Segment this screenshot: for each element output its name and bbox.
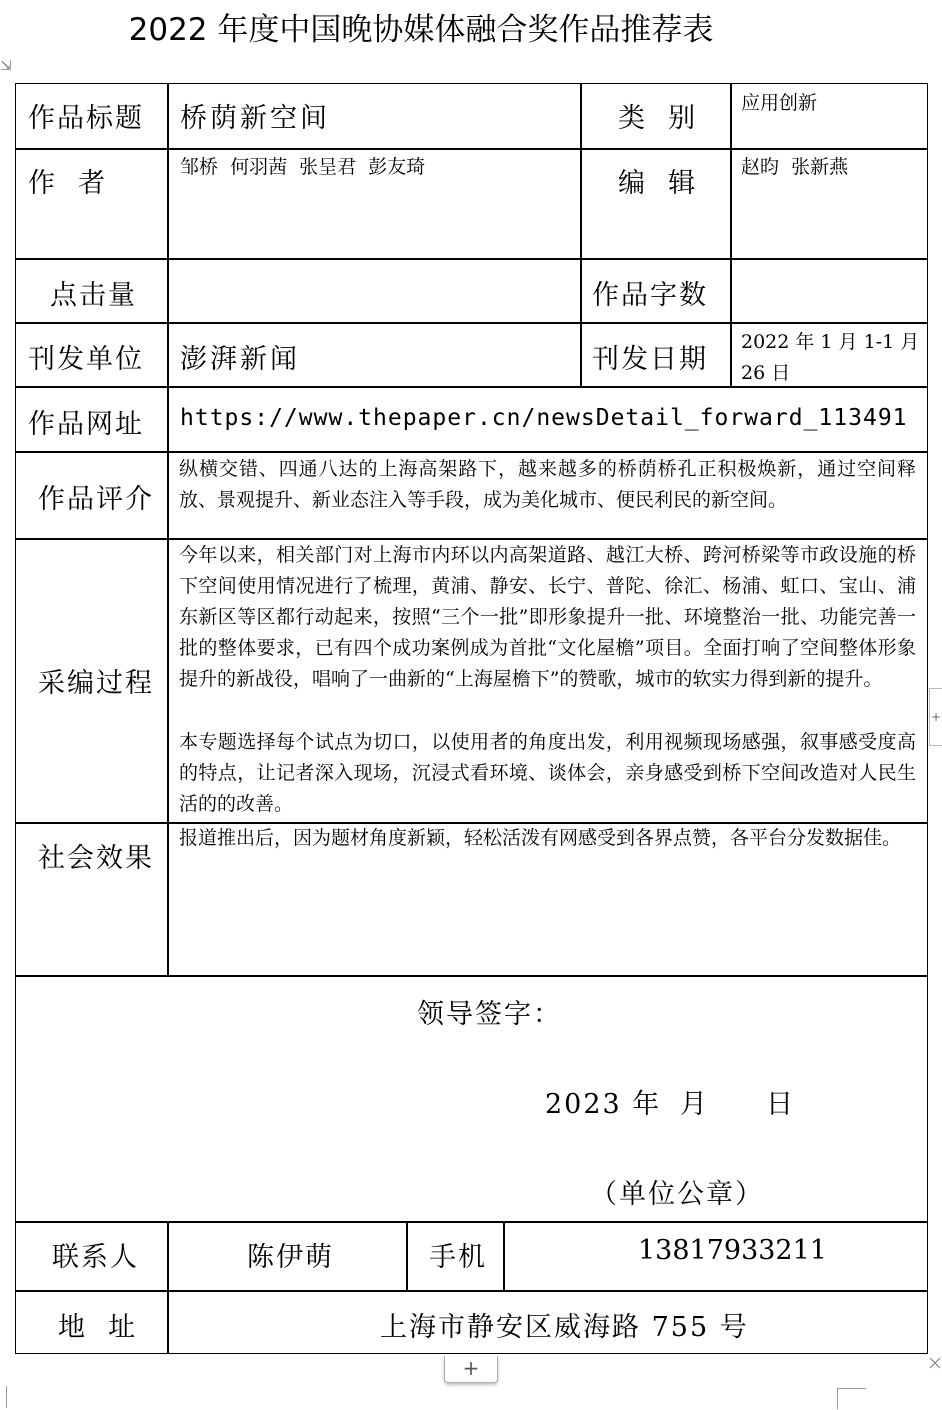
author-label: 作 者 (28, 168, 108, 199)
publish-date-value-line2[interactable]: 26 日 (741, 362, 791, 384)
work-title-label: 作品标题 (28, 103, 144, 134)
table-move-handle-icon[interactable]: ⇲ (0, 58, 12, 74)
effect-value[interactable]: 报道推出后，因为题材角度新颖，轻松活泼有网感受到各界点赞，各平台分发数据佳。 (179, 827, 902, 849)
category-label: 类 别 (618, 103, 698, 134)
process-paragraph-2[interactable]: 本专题选择每个试点为切口，以使用者的角度出发，利用视频现场感强，叙事感受度高的特点，让记者深入现场，沉浸式看环境、谈体会，亲身感受到桥下空间改造对人民生活的的改善。 (179, 731, 916, 815)
row-divider (15, 258, 928, 260)
row-divider (15, 148, 928, 150)
publish-date-label: 刊发日期 (592, 344, 708, 375)
add-row-button[interactable]: + (444, 1356, 498, 1383)
review-label: 作品评介 (38, 484, 154, 515)
url-label: 作品网址 (28, 409, 144, 440)
column-divider (580, 83, 582, 386)
page-corner-mark (0, 1386, 7, 1408)
document-title: 2022 年度中国晚协媒体融合奖作品推荐表 (128, 12, 714, 48)
process-label: 采编过程 (38, 668, 154, 699)
table-resize-handle-icon[interactable] (928, 1354, 942, 1374)
process-paragraph-1[interactable]: 今年以来，相关部门对上海市内环以内高架道路、越江大桥、跨河桥梁等市政设施的桥下空间使用情况进行了梳理，黄浦、静安、长宁、普陀、徐汇、杨浦、虹口、宝山、浦东新区等区都行动起来，按照“三个一批”即形象提升一批、环境整治一批、功能完善一批的整体要求，已有四个成功案例成为首批“文化屋檐”项目。全面打响了空间整体形象提升的新战役，唱响了一曲新的“上海屋檐下”的赞歌，城市的软实力得到新的提升。 (179, 544, 916, 690)
page-corner-mark (837, 1388, 866, 1409)
word-count-label: 作品字数 (592, 280, 708, 311)
publisher-value[interactable]: 澎湃新闻 (180, 344, 300, 375)
author-value[interactable]: 邹桥 何羽茜 张呈君 彭友琦 (180, 156, 426, 178)
effect-label: 社会效果 (38, 843, 154, 874)
category-value[interactable]: 应用创新 (741, 92, 818, 114)
signature-year[interactable]: 2023 年 (545, 1089, 662, 1120)
row-divider (15, 386, 928, 388)
address-label: 地 址 (58, 1312, 138, 1343)
column-divider (167, 83, 169, 975)
column-divider (167, 1221, 169, 1354)
column-divider (730, 83, 732, 386)
url-value[interactable]: https://www.thepaper.cn/newsDetail_forward_113491 (180, 405, 908, 431)
row-divider (15, 975, 928, 977)
editor-value[interactable]: 赵昀 张新燕 (741, 156, 849, 178)
column-divider (406, 1221, 408, 1290)
signature-month[interactable]: 月 (680, 1089, 709, 1120)
add-column-button[interactable]: + (929, 688, 942, 746)
row-divider (15, 451, 928, 453)
row-divider (15, 1221, 928, 1223)
unit-seal-label: （单位公章） (590, 1179, 764, 1210)
row-divider (15, 322, 928, 324)
publisher-label: 刊发单位 (28, 344, 144, 375)
clicks-label: 点击量 (50, 280, 137, 311)
phone-value[interactable]: 13817933211 (638, 1235, 827, 1266)
work-title-value[interactable]: 桥荫新空间 (180, 103, 330, 134)
recommendation-table (15, 83, 928, 1354)
phone-label: 手机 (429, 1242, 487, 1273)
row-divider (15, 1290, 928, 1292)
contact-name[interactable]: 陈伊萌 (247, 1242, 334, 1273)
publish-date-value-line1[interactable]: 2022 年 1 月 1-1 月 (741, 331, 920, 353)
column-divider (503, 1221, 505, 1290)
address-value[interactable]: 上海市静安区威海路 755 号 (380, 1312, 749, 1343)
review-value[interactable]: 纵横交错、四通八达的上海高架路下，越来越多的桥荫桥孔正积极焕新，通过空间释放、景观提升、新业态注入等手段，成为美化城市、便民利民的新空间。 (179, 458, 916, 511)
signature-day[interactable]: 日 (766, 1089, 795, 1120)
editor-label: 编 辑 (618, 168, 698, 199)
contact-label: 联系人 (52, 1242, 139, 1273)
signature-label: 领导签字： (417, 999, 562, 1030)
